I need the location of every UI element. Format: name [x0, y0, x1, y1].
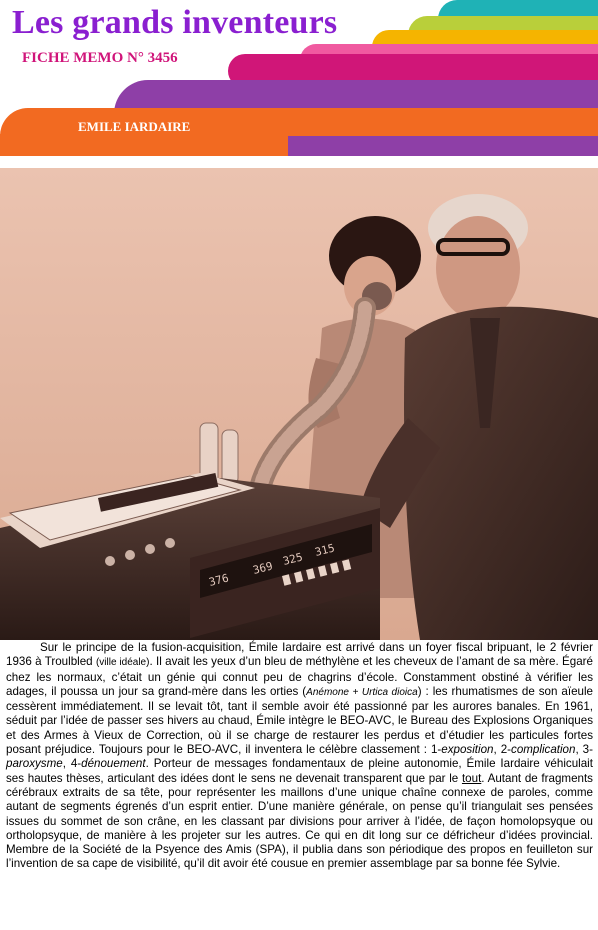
stripe-orange-lower [0, 134, 288, 156]
article-text: . Porteur de messages fondamentaux de pleine autonomie, Émile Iardaire véhiculait ses hautes thèses, articulant des idées dont le sens ne devenait transparent que par le [6, 757, 593, 785]
photo-illustration [0, 168, 598, 640]
fiche-number: FICHE MEMO N° 3456 [22, 50, 178, 66]
article-text: . Il avait les yeux d’un bleu de méthylène et les cheveux de l’amant de sa mère. Égaré chez les normaux, c’était un génie qui connut peu de chagrins d’école. Constamment obstiné à vérifier les adages, il poussa un jour sa grand-mère dans les orties ( [6, 655, 593, 698]
article-term: complication [511, 743, 576, 757]
article-text: , 2- [493, 743, 512, 757]
article-underlined-word: tout [461, 771, 482, 785]
readout-2: 369 [251, 559, 275, 577]
page-title: Les grands inventeurs [12, 4, 338, 41]
article-term: paroxysme [6, 757, 63, 771]
article-text: . Autant de fragments cérébraux extraits de sa tête, pour représenter les maillons d’une unique chaîne connexe de paroles, comme autant de segments égrenés d’un esprit entier. D’une manière générale, on pense qu’il triangulait ses pensées issues du sommet de son crâne, en les classant par divisions pour arriver à l’idée, de façon homolopsyque ou ortholopsyque, de manière à les projeter sur les autres. Ce qui en dit long sur ce défricheur d’idées provincial. Membre de la Société de la Psyence des Amis (SPA), il publia dans son périodique des propos en feuilleton sur l’invention de sa cape de visibilité, qu’il dit avoir été cousue en premier assemblage par sa bonne fée Sylvie. [6, 771, 593, 871]
article-text: , 3- [575, 743, 593, 757]
article-text: Sur le principe de la fusion-acquisition, Émile Iardaire est arrivé dans un foyer fiscal bripuant, le 2 février 1936 à Troulbled [6, 641, 593, 669]
article-text: , 4- [62, 757, 82, 771]
article-term: dénouement [81, 757, 146, 771]
article-note-plants: Anémone + Urtica dioica [306, 686, 418, 698]
article-body [6, 641, 593, 872]
readout-3: 325 [281, 550, 305, 568]
article-note-city: (ville idéale) [95, 657, 150, 669]
header-banner [0, 0, 598, 168]
article-text: ) : les rhumatismes de son aïeule cessèrent immédiatement. Il se levait tôt, tant il semble avoir été passionné par les aurores banales. En 1961, séduit par l’idée de passer ses hivers au chaud, Émile intègre le BEO-AVC, le Bureau des Explosions Organiques et des Armes à Vieux de Correction, où il se charge de restaurer les perdus et d’étudier les particules fortes posant préjudice. Toujours pour le BEO-AVC, il inventera le célèbre classement : 1- [6, 684, 594, 757]
readout-1: 376 [207, 571, 231, 589]
inventor-name: EMILE IARDAIRE [78, 119, 191, 134]
article-term: exposition [441, 743, 494, 757]
readout-4: 315 [313, 541, 337, 559]
vintage-photo [0, 168, 598, 640]
